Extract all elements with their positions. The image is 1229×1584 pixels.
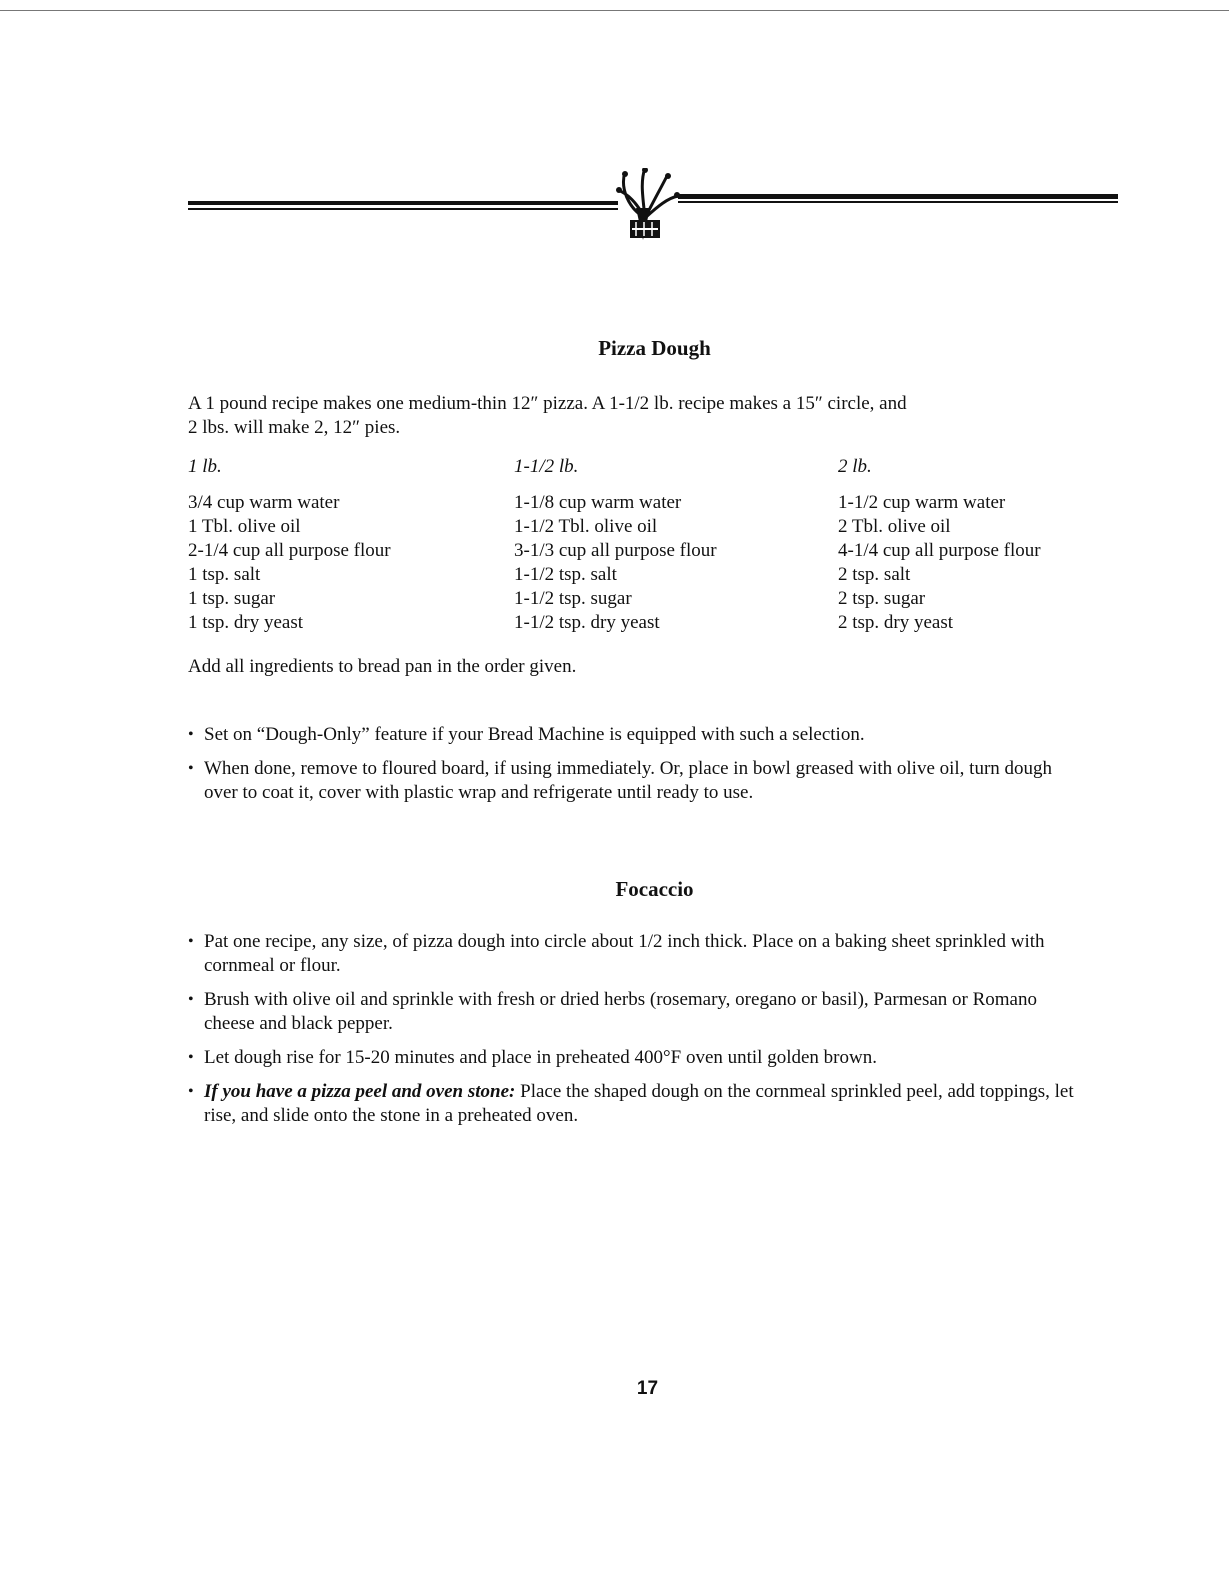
- ingredient-item: 2 tsp. salt: [838, 564, 911, 585]
- ingredients-column-2lb: [838, 455, 1041, 635]
- intro-line: A 1 pound recipe makes one medium-thin 12″ pizza. A 1-1/2 lb. recipe makes a 15″ circle, and: [188, 393, 907, 414]
- page-number: 17: [636, 1378, 659, 1399]
- column-heading: 1-1/2 lb.: [514, 456, 579, 477]
- instruction-item: [188, 1046, 1088, 1070]
- instruction-text: Brush with olive oil and sprinkle with fresh or dried herbs (rosemary, oregano or basil), Parmesan or Romano cheese and black pepper.: [204, 989, 1037, 1034]
- tip-text: Place the shaped dough on the cornmeal sprinkled peel, add toppings, let rise, and slide onto the stone in a preheated oven.: [204, 1081, 1074, 1126]
- ingredient-item: 1-1/8 cup warm water: [514, 492, 682, 513]
- ingredient-item: 3-1/3 cup all purpose flour: [514, 540, 717, 561]
- intro-line: 2 lbs. will make 2, 12″ pies.: [188, 417, 401, 438]
- ornamental-divider: [188, 168, 1118, 248]
- ingredient-item: 1 tsp. sugar: [188, 588, 276, 609]
- wheat-sheaf-icon: [616, 168, 680, 240]
- ingredient-item: 1-1/2 tsp. sugar: [514, 588, 632, 609]
- ingredients-column-1lb: [188, 455, 391, 635]
- top-edge-rule: [0, 10, 1229, 11]
- ingredient-item: 1-1/2 Tbl. olive oil: [514, 516, 658, 537]
- instruction-text: Set on “Dough-Only” feature if your Bread Machine is equipped with such a selection.: [204, 724, 865, 745]
- ingredient-item: 1-1/2 cup warm water: [838, 492, 1006, 513]
- ingredients-column-1-5lb: [514, 455, 717, 635]
- instruction-item: [188, 723, 1088, 747]
- instruction-item: [188, 988, 1088, 1036]
- column-heading: 2 lb.: [838, 456, 872, 477]
- bullet-icon: •: [188, 760, 194, 777]
- ingredient-item: 2 tsp. dry yeast: [838, 612, 954, 633]
- instruction-text: Let dough rise for 15-20 minutes and place in preheated 400°F oven until golden brown.: [204, 1047, 877, 1068]
- pizza-dough-title: Pizza Dough: [598, 336, 711, 360]
- bullet-icon: •: [188, 1083, 194, 1100]
- ingredient-item: 2 tsp. sugar: [838, 588, 926, 609]
- instruction-item: [188, 1080, 1088, 1128]
- instruction-text: When done, remove to floured board, if using immediately. Or, place in bowl greased with olive oil, turn dough over to coat it, cover with plastic wrap and refrigerate until ready to use.: [204, 758, 1053, 803]
- add-ingredients-instruction: Add all ingredients to bread pan in the order given.: [188, 656, 577, 677]
- focaccio-instructions: [188, 930, 1088, 1138]
- ingredient-item: 2 Tbl. olive oil: [838, 516, 951, 537]
- tip-lead: If you have a pizza peel and oven stone:: [204, 1081, 516, 1102]
- instruction-text: Pat one recipe, any size, of pizza dough into circle about 1/2 inch thick. Place on a baking sheet sprinkled with cornmeal or flour.: [204, 931, 1045, 976]
- bullet-icon: •: [188, 1049, 194, 1066]
- ingredient-item: 1 tsp. dry yeast: [188, 612, 304, 633]
- ingredient-item: 1-1/2 tsp. salt: [514, 564, 617, 585]
- bullet-icon: •: [188, 726, 194, 743]
- ingredient-item: 1 tsp. salt: [188, 564, 261, 585]
- pizza-instructions: [188, 723, 1088, 815]
- bullet-icon: •: [188, 933, 194, 950]
- ingredient-item: 1 Tbl. olive oil: [188, 516, 301, 537]
- ingredient-item: 2-1/4 cup all purpose flour: [188, 540, 391, 561]
- ingredient-item: 3/4 cup warm water: [188, 492, 340, 513]
- bullet-icon: •: [188, 991, 194, 1008]
- ingredient-item: 4-1/4 cup all purpose flour: [838, 540, 1041, 561]
- instruction-item: [188, 757, 1088, 805]
- ingredient-item: 1-1/2 tsp. dry yeast: [514, 612, 660, 633]
- column-heading: 1 lb.: [188, 456, 222, 477]
- instruction-item: [188, 930, 1088, 978]
- focaccio-title: Focaccio: [615, 877, 694, 901]
- pizza-intro: [188, 392, 1068, 440]
